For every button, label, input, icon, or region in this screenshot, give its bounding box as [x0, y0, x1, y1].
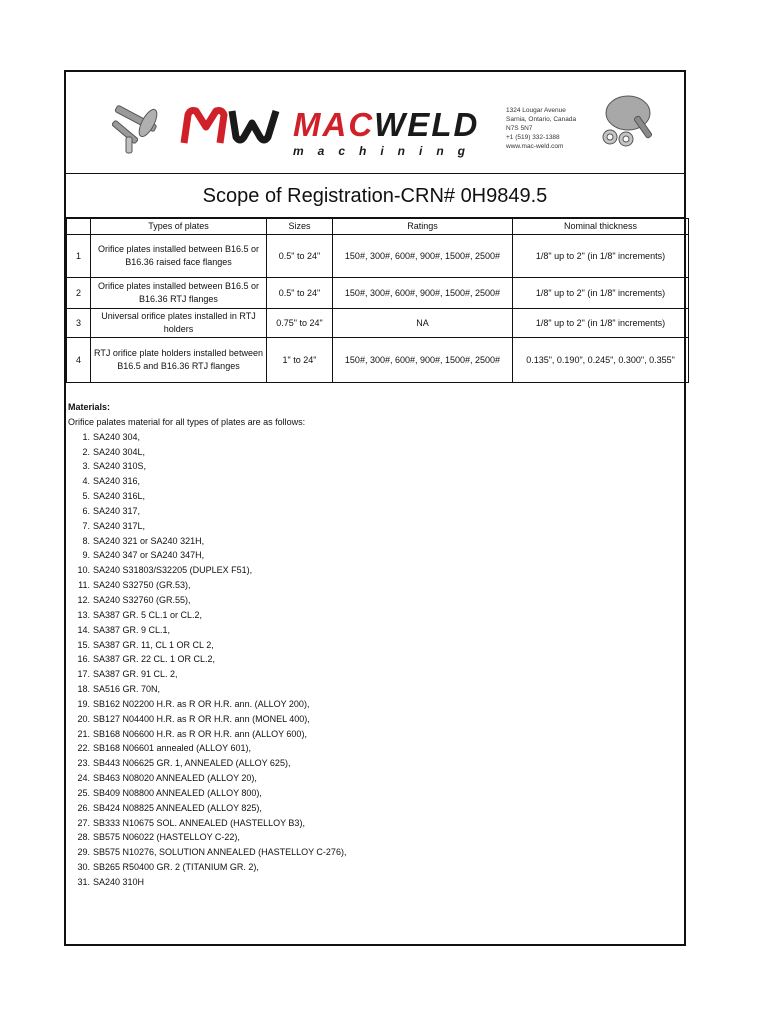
list-item [68, 652, 346, 667]
materials-list [68, 430, 346, 890]
list-item-number: 24. [77, 773, 90, 784]
ratings-cell: 150#, 300#, 600#, 900#, 1500#, 2500# [333, 278, 513, 309]
list-item [68, 860, 346, 875]
list-item [68, 623, 346, 638]
list-item-number: 26. [77, 802, 90, 813]
list-item-number: 2. [82, 446, 90, 457]
material-text: SA387 GR. 11, CL 1 OR CL 2, [93, 639, 214, 650]
list-item [68, 459, 346, 474]
material-text: SA240 317L, [93, 520, 146, 531]
list-item-number: 17. [77, 669, 90, 680]
letterhead [66, 72, 684, 174]
list-item-number: 20. [77, 713, 90, 724]
row-number: 4 [67, 338, 91, 383]
material-text: SA516 GR. 70N, [93, 684, 161, 695]
column-header: Ratings [333, 219, 513, 235]
logo-band [88, 87, 664, 161]
table-row [67, 338, 689, 383]
address-line: www.mac-weld.com [506, 143, 564, 150]
row-number: 3 [67, 309, 91, 338]
size-cell: 0.75" to 24" [267, 309, 333, 338]
list-item-number: 4. [82, 476, 90, 487]
list-item [68, 727, 346, 742]
material-text: SA240 316, [93, 476, 141, 487]
material-text: SA240 304L, [93, 446, 146, 457]
material-text: SA387 GR. 5 CL.1 or CL.2, [93, 609, 203, 620]
ratings-cell: 150#, 300#, 600#, 900#, 1500#, 2500# [333, 235, 513, 278]
material-text: SB575 N06022 (HASTELLOY C-22), [93, 832, 240, 843]
list-item-number: 23. [77, 758, 90, 769]
plate-type-cell: Universal orifice plates installed in RTJ holders [91, 309, 267, 338]
address-line: Sarnia, Ontario, Canada [506, 116, 577, 123]
list-item [68, 830, 346, 845]
list-item [68, 489, 346, 504]
list-item-number: 12. [77, 594, 90, 605]
material-text: SA240 304, [93, 431, 141, 442]
material-text: SA240 316L, [93, 491, 146, 502]
brand-wordmark [293, 107, 479, 143]
material-text: SA387 GR. 91 CL. 2, [93, 669, 178, 680]
row-number: 1 [67, 235, 91, 278]
list-item [68, 697, 346, 712]
list-item [68, 682, 346, 697]
material-text: SB333 N10675 SOL. ANNEALED (HASTELLOY B3), [93, 817, 305, 828]
thickness-cell: 1/8" up to 2" (in 1/8" increments) [513, 235, 689, 278]
thickness-cell: 1/8" up to 2" (in 1/8" increments) [513, 309, 689, 338]
row-number: 2 [67, 278, 91, 309]
thickness-cell: 0.135", 0.190", 0.245", 0.300", 0.355" [513, 338, 689, 383]
list-item [68, 801, 346, 816]
list-item [68, 786, 346, 801]
list-item-number: 29. [77, 847, 90, 858]
plate-type-cell: RTJ orifice plate holders installed between B16.5 and B16.36 RTJ flanges [91, 338, 267, 383]
brand-subtitle: machining [293, 144, 480, 158]
list-item-number: 31. [77, 877, 90, 887]
list-item-number: 28. [77, 832, 90, 843]
materials-intro: Orifice palates material for all types of plates are as follows: [68, 416, 306, 427]
materials-section [68, 400, 346, 890]
list-item [68, 445, 346, 460]
size-cell: 1" to 24" [267, 338, 333, 383]
list-item-number: 14. [77, 624, 90, 635]
material-text: SA240 347 or SA240 347H, [93, 550, 205, 561]
list-item-number: 25. [77, 787, 90, 798]
materials-heading: Materials: [68, 402, 111, 412]
plate-type-cell: Orifice plates installed between B16.5 or B16.36 RTJ flanges [91, 278, 267, 309]
column-header [67, 219, 91, 235]
list-item-number: 15. [77, 639, 90, 650]
list-item [68, 608, 346, 623]
material-text: SA240 321 or SA240 321H, [93, 535, 205, 546]
column-header: Nominal thickness [513, 219, 689, 235]
list-item-number: 21. [77, 728, 90, 739]
list-item [68, 875, 346, 890]
address-line: +1 (519) 332-1388 [506, 134, 560, 141]
material-text: SA240 310H [93, 877, 145, 887]
table-row [67, 278, 689, 309]
list-item-number: 3. [82, 461, 90, 472]
material-text: SB409 N08800 ANNEALED (ALLOY 800), [93, 787, 262, 798]
list-item-number: 1. [82, 431, 90, 442]
column-header: Sizes [267, 219, 333, 235]
list-item-number: 5. [82, 491, 90, 502]
list-item-number: 19. [77, 698, 90, 709]
brand-wordmark-dark: WELD [374, 106, 480, 143]
list-item-number: 30. [77, 862, 90, 873]
size-cell: 0.5" to 24" [267, 278, 333, 309]
column-header: Types of plates [91, 219, 267, 235]
table-row [67, 235, 689, 278]
list-item-number: 27. [77, 817, 90, 828]
material-text: SB162 N02200 H.R. as R OR H.R. ann. (ALLOY 200), [93, 698, 310, 709]
size-cell: 0.5" to 24" [267, 235, 333, 278]
list-item [68, 756, 346, 771]
company-address [506, 106, 576, 151]
ratings-cell: 150#, 300#, 600#, 900#, 1500#, 2500# [333, 338, 513, 383]
list-item [68, 741, 346, 756]
thickness-cell: 1/8" up to 2" (in 1/8" increments) [513, 278, 689, 309]
material-text: SB443 N06625 GR. 1, ANNEALED (ALLOY 625), [93, 758, 291, 769]
list-item [68, 771, 346, 786]
list-item [68, 474, 346, 489]
material-text: SB424 N08825 ANNEALED (ALLOY 825), [93, 802, 262, 813]
list-item [68, 667, 346, 682]
table-row [67, 309, 689, 338]
material-text: SA240 310S, [93, 461, 147, 472]
material-text: SA387 GR. 9 CL.1, [93, 624, 171, 635]
list-item-number: 22. [77, 743, 90, 754]
list-item [68, 534, 346, 549]
list-item [68, 578, 346, 593]
list-item [68, 548, 346, 563]
list-item [68, 430, 346, 445]
macweld-logo-mark-icon [180, 107, 286, 145]
material-text: SB168 N06601 annealed (ALLOY 601), [93, 743, 251, 754]
address-line: N7S 5N7 [506, 125, 533, 132]
list-item-number: 18. [77, 684, 90, 695]
list-item-number: 16. [77, 654, 90, 665]
material-text: SA387 GR. 22 CL. 1 OR CL.2, [93, 654, 216, 665]
material-text: SB127 N04400 H.R. as R OR H.R. ann (MONEL 400), [93, 713, 310, 724]
list-item [68, 712, 346, 727]
material-text: SA240 S32760 (GR.55), [93, 594, 191, 605]
address-line: 1324 Lougar Avenue [506, 107, 566, 114]
list-item-number: 6. [82, 505, 90, 516]
material-text: SA240 S31803/S32205 (DUPLEX F51), [93, 565, 253, 576]
table-header-row [67, 219, 689, 235]
list-item [68, 563, 346, 578]
list-item [68, 519, 346, 534]
list-item-number: 9. [82, 550, 90, 561]
list-item [68, 593, 346, 608]
orifice-plate-icon [596, 93, 662, 153]
list-item-number: 10. [77, 565, 90, 576]
material-text: SB265 R50400 GR. 2 (TITANIUM GR. 2), [93, 862, 259, 873]
material-text: SB463 N08020 ANNEALED (ALLOY 20), [93, 773, 257, 784]
material-text: SB575 N10276, SOLUTION ANNEALED (HASTELLOY C-276), [93, 847, 347, 858]
ratings-cell: NA [333, 309, 513, 338]
material-text: SA240 317, [93, 505, 141, 516]
list-item-number: 13. [77, 609, 90, 620]
list-item [68, 504, 346, 519]
material-text: SA240 S32750 (GR.53), [93, 580, 191, 591]
list-item-number: 8. [82, 535, 90, 546]
list-item [68, 816, 346, 831]
list-item-number: 7. [82, 520, 90, 531]
material-text: SB168 N06600 H.R. as R OR H.R. ann (ALLOY 600), [93, 728, 307, 739]
document-sheet [64, 70, 686, 946]
flange-part-icon [108, 91, 178, 157]
document-title: Scope of Registration-CRN# 0H9849.5 [66, 174, 684, 218]
list-item [68, 638, 346, 653]
list-item [68, 845, 346, 860]
plate-type-cell: Orifice plates installed between B16.5 or B16.36 raised face flanges [91, 235, 267, 278]
plates-table [66, 218, 689, 383]
list-item-number: 11. [78, 580, 90, 591]
brand-wordmark-red: MAC [293, 106, 375, 143]
